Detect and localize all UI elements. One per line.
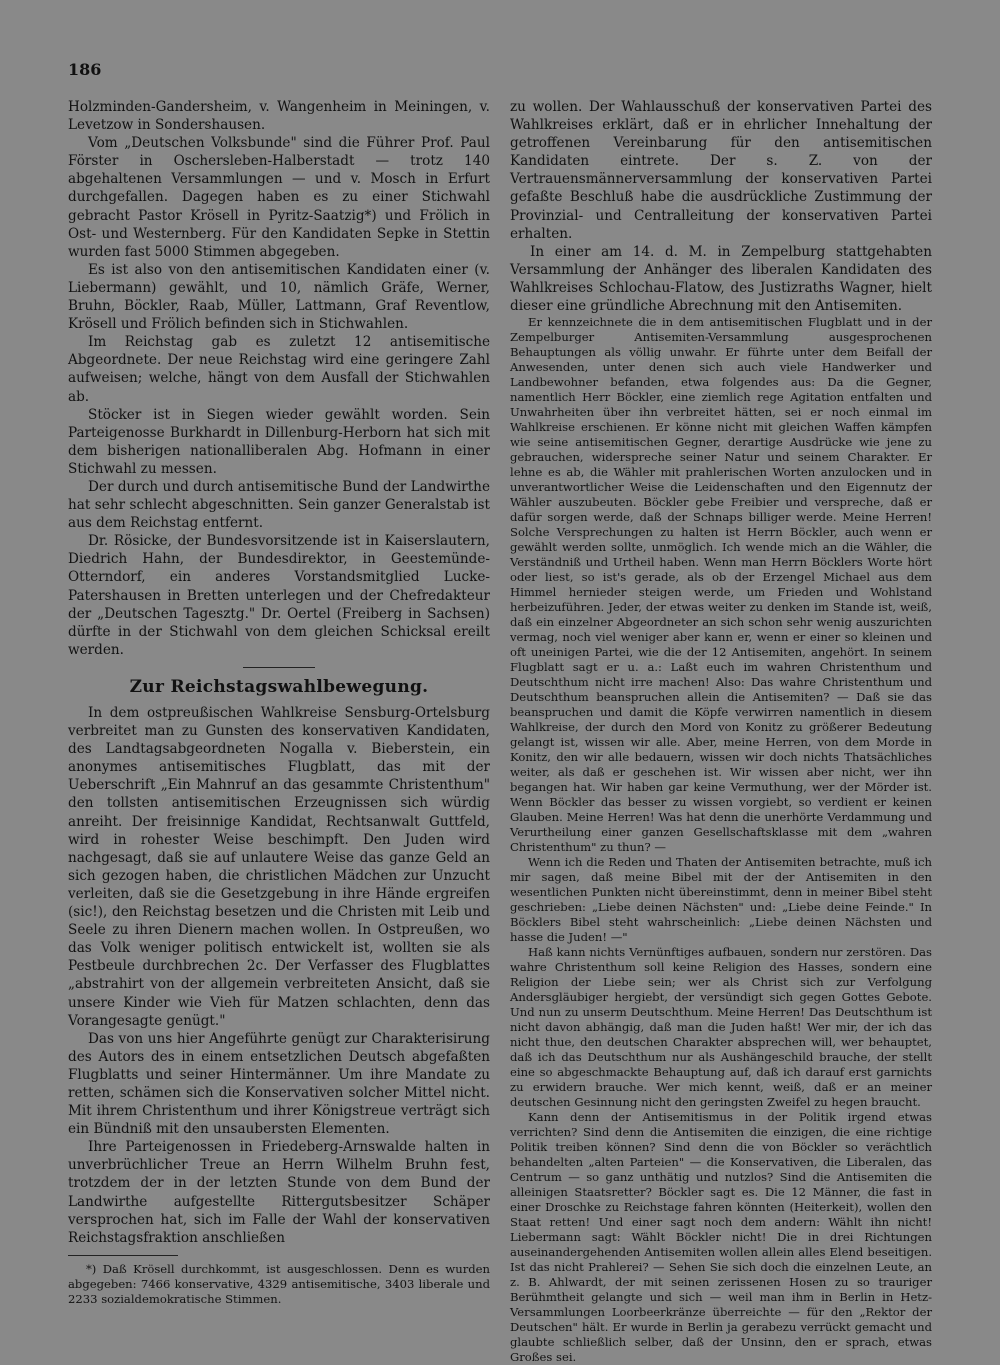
paragraph: In dem ostpreußischen Wahlkreise Sensburg-Ortelsburg verbreitet man zu Gunsten des konservativen Kandidaten, des Landtagsabgeordneten Nogalla v. Bieberstein, ein anonymes antisemitisches Flugblatt, das mit der Ueberschrift „Ein Mahnruf an das gesammte Christenthum" den tollsten antisemitischen Erzeugnissen sich würdig anreiht. Der freisinnige Kandidat, Rechtsanwalt Guttfeld, wird in rohester Weise beschimpft. Den Juden wird nachgesagt, daß sie auf unlautere Weise das ganze Geld an sich gezogen haben, die christlichen Mädchen zur Unzucht verleiten, daß sie die Gesetzgebung in ihre Hände ergreifen (sic!), den Reichstag besetzen und die Christen mit Leib und Seele zu ihren Dienern machen wollen. In Ostpreußen, wo das Volk weniger politisch entwickelt ist, wollten sie als Pestbeule durchbrechen 2c. Der Verfasser des Flugblattes „abstrahirt von der allgemein verbreiteten Ansicht, daß sie unsere Kinder wie Vieh für Matzen schlachten, denn das Vorangesagte genügt." [68,705,490,1029]
section-divider [243,667,315,668]
paragraph: Kann denn der Antisemitismus in der Politik irgend etwas verrichten? Sind denn die Antisemiten die einzigen, die eine richtige Politik treiben können? Sind denn die von Böckler so verächtlich behandelten „alten Parteien" — die Konservativen, die Liberalen, das Centrum — so ganz unthätig und nutzlos? Sind die Antisemiten die alleinigen Staatsretter? Böckler sagt es. Die 12 Männer, die fast in einer Droschke zu Reichstage fahren könnten (Heiterkeit), wollen den Staat retten! Und einer sagt noch dem andern: Wählt ihn nicht! Liebermann sagt: Wählt Böckler nicht! Die in drei Richtungen auseinandergehenden Antisemiten wollen allein alles Elend beseitigen. Ist das nicht Prahlerei? — Sehen Sie sich doch die einzelnen Leute, an z. B. Ahlwardt, der mit seinen zerissenen Hosen zu so trauriger Berühmtheit gelangte und sich — weil man ihm in Berlin in Hetz-Versammlungen Loorbeerkränze überreichte — für den „Rektor der Deutschen" hält. Er wurde in Berlin ja gerabezu verrückt gemacht und glaubte schließlich selber, daß der Unsinn, den er sprach, etwas Großes sei. [510,1110,932,1365]
paragraph: Stöcker ist in Siegen wieder gewählt worden. Sein Parteigenosse Burkhardt in Dillenburg-Herborn hat sich mit dem bisherigen nationalliberalen Abg. Hofmann in einer Stichwahl zu messen. [68,406,490,477]
paragraph: Ihre Parteigenossen in Friedeberg-Arnswalde halten in unverbrüchlicher Treue an Herrn Wilhelm Bruhn fest, trotzdem der in der letzten Stunde von dem Bund der Landwirthe aufgestellte Rittergutsbesitzer Schäper versprochen hat, sich im Falle der Wahl der konservativen Reichstagsfraktion anschließen [68,1139,490,1246]
paragraph: Er kennzeichnete die in dem antisemitischen Flugblatt und in der Zempelburger Antisemiten-Versammlung ausgesprochenen Behauptungen als völlig unwahr. Er führte unter dem Beifall der Anwesenden, unter denen sich auch viele Handwerker und Landbewohner befanden, etwa folgendes aus: Da die Gegner, namentlich Herr Böckler, eine ziemlich rege Agitation entfalten und Unwahrheiten über ihn verbreitet hätten, sei er noch einmal im Wahlkreise erschienen. Er könne nicht mit gleichen Waffen kämpfen wie seine antisemitischen Gegner, derartige Ausdrücke wie jene zu gebrauchen, widerspreche seiner Natur und seinem Charakter. Er lehne es ab, die Wähler mit prahlerischen Worten anzulocken und in unverantwortlicher Weise die Leidenschaften und den Eigennutz der Wähler auszubeuten. Böckler gebe Freibier und verspreche, daß er dafür sorgen werde, daß der Schnaps billiger werde. Meine Herren! Solche Versprechungen zu halten ist Herrn Böckler, auch wenn er gewählt werden sollte, unmöglich. Ich wende mich an die Wähler, die Verständniß und Urtheil haben. Wenn man Herrn Böcklers Worte hört oder liest, so ist's gerade, als ob der Erzengel Michael aus dem Himmel hernieder steigen werde, um Frieden und Wohlstand herbeizuführen. Jeder, der etwas weiter zu denken im Stande ist, weiß, daß ein einzelner Abgeordneter an sich schon sehr wenig auszurichten vermag, noch viel weniger aber kann er, wenn er einer so kleinen und oft uneinigen Partei, wie die der 12 Antisemiten, angehört. In seinem Flugblatt sagt er u. a.: Laßt euch im wahren Christenthum und Deutschthum nicht irre machen! Also: Das wahre Christenthum und Deutschthum beanspruchen allein die Antisemiten? — Daß sie das beanspruchen und damit die Köpfe verwirren namentlich in diesem Wahlkreise, der durch den Mord von Konitz zu größerer Bedeutung gelangt ist, wissen wir alle. Aber, meine Herren, von dem Morde in Konitz, den wir alle bedauern, wissen wir doch nichts Thatsächliches weiter, als daß er geschehen ist. Wir wissen aber nicht, wer ihn begangen hat. Wir haben gar keine Vermuthung, wer der Mörder ist. Wenn Böckler das besser zu wissen vorgiebt, so verdient er keinen Glauben. Meine Herren! Was hat denn die unerhörte Verdammung und Verurtheilung einer ganzen Gesellschaftsklasse mit dem „wahren Christenthum" zu thun? — [510,315,932,855]
footnote [68,1262,490,1307]
paragraph: Dr. Rösicke, der Bundesvorsitzende ist in Kaiserslautern, Diedrich Hahn, der Bundesdirektor, in Geestemünde-Otterndorf, ein anderes Vorstandsmitglied Lucke-Patershausen in Bretten unterlegen und der Chefredakteur der „Deutschen Tagesztg." Dr. Oertel (Freiberg in Sachsen) dürfte in der Stichwahl von dem gleichen Schicksal ereilt werden. [68,533,490,658]
paragraph: Vom „Deutschen Volksbunde" sind die Führer Prof. Paul Förster in Oschersleben-Halberstadt — trotz 140 abgehaltenen Versammlungen — und v. Mosch in Erfurt durchgefallen. Dagegen haben es zu einer Stichwahl gebracht Pastor Krösell in Pyritz-Saatzig*) und Frölich in Ost- und Westernberg. Für den Kandidaten Sepke in Stettin wurden fast 5000 Stimmen abgegeben. [68,135,490,260]
left-column [68,98,490,1307]
paragraph: Haß kann nichts Vernünftiges aufbauen, sondern nur zerstören. Das wahre Christenthum soll keine Religion des Hasses, sondern eine Religion der Liebe sein; wer als Christ sich zur Verfolgung Andersgläubiger hergiebt, der versündigt sich gegen Gottes Gebote. Und nun zu unserm Deutschthum. Meine Herren! Das Deutschthum ist nicht davon abhängig, daß man die Juden haßt! Wer mir, der ich das nicht thue, den deutschen Charakter absprechen will, wer behauptet, daß ich das Deutschthum nur als Aushängeschild brauche, der stellt eine so abgeschmackte Behauptung auf, daß ich darauf erst garnichts zu erwidern brauche. Wer mich kennt, weiß, daß er an meiner deutschen Gesinnung nicht den geringsten Zweifel zu hegen braucht. [510,945,932,1110]
footnote-divider [68,1255,178,1256]
page-number: 186 [68,60,102,79]
footnote-text: *) Daß Krösell durchkommt, ist ausgeschlossen. Denn es wurden abgegeben: 7466 konservative, 4329 antisemitische, 3403 liberale und 2233 sozialdemokratische Stimmen. [68,1261,490,1306]
section-heading: Zur Reichstagswahlbewegung. [129,676,429,697]
paragraph: Im Reichstag gab es zuletzt 12 antisemitische Abgeordnete. Der neue Reichstag wird eine geringere Zahl aufweisen; welche, hängt von dem Ausfall der Stichwahlen ab. [68,334,490,405]
paragraph: Holzminden-Gandersheim, v. Wangenheim in Meiningen, v. Levetzow in Sondershausen. [68,99,490,134]
paragraph: Wenn ich die Reden und Thaten der Antisemiten betrachte, muß ich mir sagen, daß meine Bibel mit der der Antisemiten in den wesentlichen Punkten nicht übereinstimmt, denn in meiner Bibel steht geschrieben: „Liebe deinen Nächsten" und: „Liebe deine Feinde." In Böcklers Bibel steht wahrscheinlich: „Liebe deinen Nächsten und hasse die Juden! —" [510,855,932,945]
paragraph: zu wollen. Der Wahlausschuß der konservativen Partei des Wahlkreises erklärt, daß er in ehrlicher Innehaltung der getroffenen Vereinbarung für den antisemitischen Kandidaten eintrete. Der s. Z. von der Vertrauensmännerversammlung der konservativen Partei gefaßte Beschluß habe die ausdrückliche Zustimmung der Provinzial- und Centralleitung der konservativen Partei erhalten. [510,99,932,242]
paragraph: Der durch und durch antisemitische Bund der Landwirthe hat sehr schlecht abgeschnitten. Sein ganzer Generalstab ist aus dem Reichstag entfernt. [68,478,490,532]
right-column [510,98,932,1365]
paragraph: Es ist also von den antisemitischen Kandidaten einer (v. Liebermann) gewählt, und 10, nämlich Gräfe, Werner, Bruhn, Böckler, Raab, Müller, Lattmann, Graf Reventlow, Krösell und Frölich befinden sich in Stichwahlen. [68,261,490,333]
speech-report [510,315,932,1365]
paragraph: Das von uns hier Angeführte genügt zur Charakterisirung des Autors des in einem entsetzlichen Deutsch abgefaßten Flugblatts und seiner Hintermänner. Um ihre Mandate zu retten, schämen sich die Konservativen solcher Mittel nicht. Mit ihrem Christenthum und ihrer Königstreue verträgt sich ein Bündniß mit den unsaubersten Elementen. [68,1030,490,1138]
paragraph: In einer am 14. d. M. in Zempelburg stattgehabten Versammlung der Anhänger des liberalen Kandidaten des Wahlkreises Schlochau-Flatow, des Justizraths Wagner, hielt dieser eine gründliche Abrechnung mit den Antisemiten. [510,243,932,315]
